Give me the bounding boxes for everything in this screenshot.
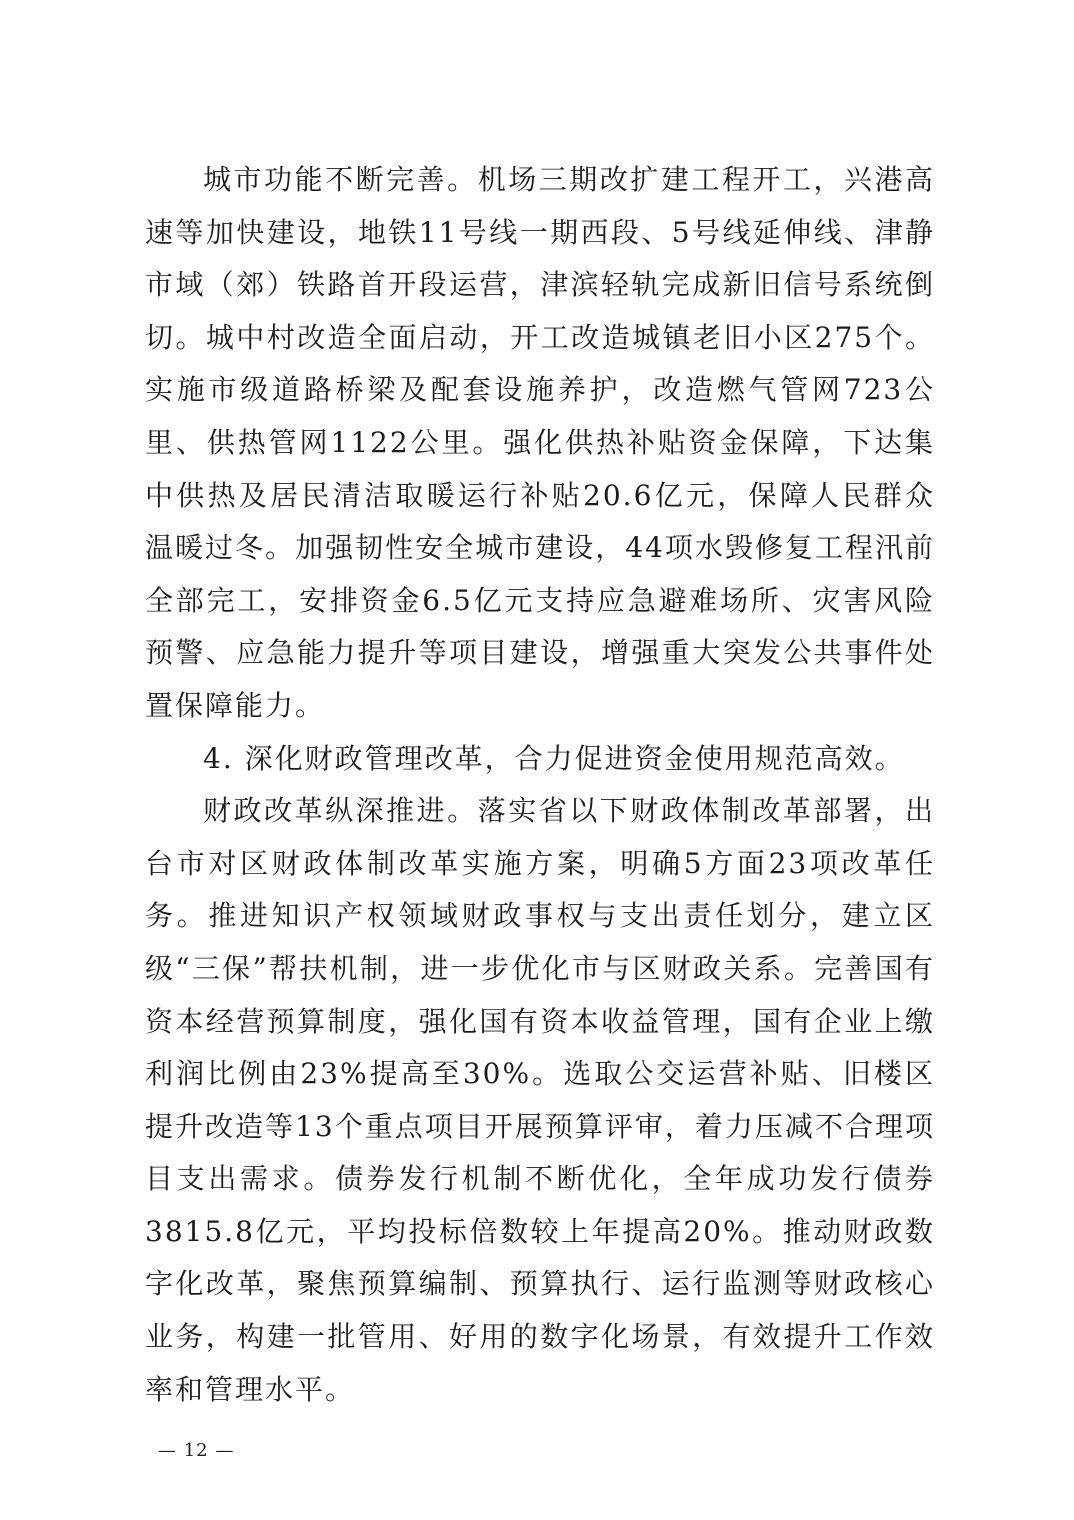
section-heading-fiscal-reform: 4. 深化财政管理改革，合力促进资金使用规范高效。 <box>203 741 905 775</box>
paragraph-fiscal-reform: 财政改革纵深推进。落实省以下财政体制改革部署，出台市对区财政体制改革实施方案，明确5方面23项改革任务。推进知识产权领域财政事权与支出责任划分，建立区级“三保”帮扶机制，进一步优化市与区财政关系。完善国有资本经营预算制度，强化国有资本收益管理，国有企业上缴利润比例由23%提高至30%。选取公交运营补贴、旧楼区提升改造等13个重点项目开展预算评审，着力压减不合理项目支出需求。债券发行机制不断优化，全年成功发行债券3815.8亿元，平均投标倍数较上年提高20%。推动财政数字化改革，聚焦预算编制、预算执行、运行监测等财政核心业务，构建一批管用、好用的数字化场景，有效提升工作效率和管理水平。 <box>145 794 935 1406</box>
paragraph-urban-functions: 城市功能不断完善。机场三期改扩建工程开工，兴港高速等加快建设，地铁11号线一期西段、5号线延伸线、津静市域（郊）铁路首开段运营，津滨轻轨完成新旧信号系统倒切。城中村改造全面启动，开工改造城镇老旧小区275个。实施市级道路桥梁及配套设施养护，改造燃气管网723公里、供热管网1122公里。强化供热补贴资金保障，下达集中供热及居民清洁取暖运行补贴20.6亿元，保障人民群众温暖过冬。加强韧性安全城市建设，44项水毁修复工程汛前全部完工，安排资金6.5亿元支持应急避难场所、灾害风险预警、应急能力提升等项目建设，增强重大突发公共事件处置保障能力。 <box>145 163 935 722</box>
page-number: — 12 — <box>158 1440 235 1461</box>
document-body <box>145 154 935 1416</box>
